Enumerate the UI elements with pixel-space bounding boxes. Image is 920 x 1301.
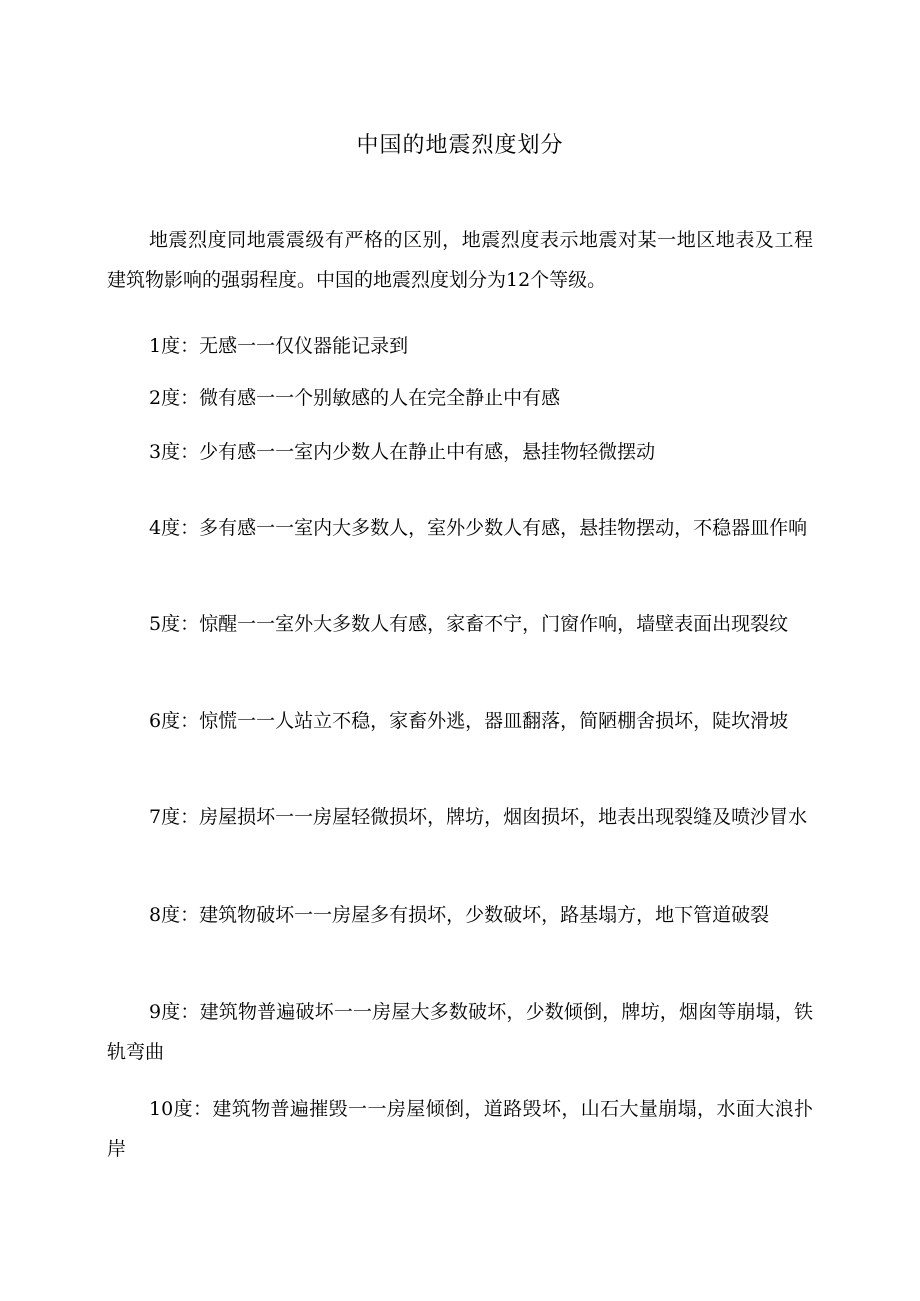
intensity-level-5: 5度：惊醒一一室外大多数人有感，家畜不宁，门窗作响，墙壁表面出现裂纹 xyxy=(149,613,789,635)
intensity-level-1: 1度：无感一一仅仪器能记录到 xyxy=(149,335,409,357)
intensity-level-9: 9度：建筑物普遍破坏一一房屋大多数破坏，少数倾倒，牌坊，烟囱等崩塌，铁轨弯曲 xyxy=(107,1001,813,1063)
page-title: 中国的地震烈度划分 xyxy=(356,133,564,158)
intensity-level-8: 8度：建筑物破坏一一房屋多有损坏，少数破坏，路基塌方，地下管道破裂 xyxy=(149,904,770,926)
intensity-level-6: 6度：惊慌一一人站立不稳，家畜外逃，器皿翻落，简陋棚舍损坏，陡坎滑坡 xyxy=(149,710,789,732)
intensity-level-3: 3度：少有感一一室内少数人在静止中有感，悬挂物轻微摆动 xyxy=(149,441,656,463)
intensity-level-7: 7度：房屋损坏一一房屋轻微损坏，牌坊，烟囱损坏，地表出现裂缝及喷沙冒水 xyxy=(149,806,808,828)
intensity-level-10: 10度：建筑物普遍摧毁一一房屋倾倒，道路毁坏，山石大量崩塌，水面大浪扑岸 xyxy=(107,1098,813,1160)
intensity-level-4: 4度：多有感一一室内大多数人，室外少数人有感，悬挂物摆动，不稳器皿作响 xyxy=(149,517,808,539)
intensity-level-2: 2度：微有感一一个别敏感的人在完全静止中有感 xyxy=(149,387,561,409)
intro-paragraph: 地震烈度同地震震级有严格的区别，地震烈度表示地震对某一地区地表及工程建筑物影响的强弱程度。中国的地震烈度划分为12个等级。 xyxy=(107,229,813,291)
